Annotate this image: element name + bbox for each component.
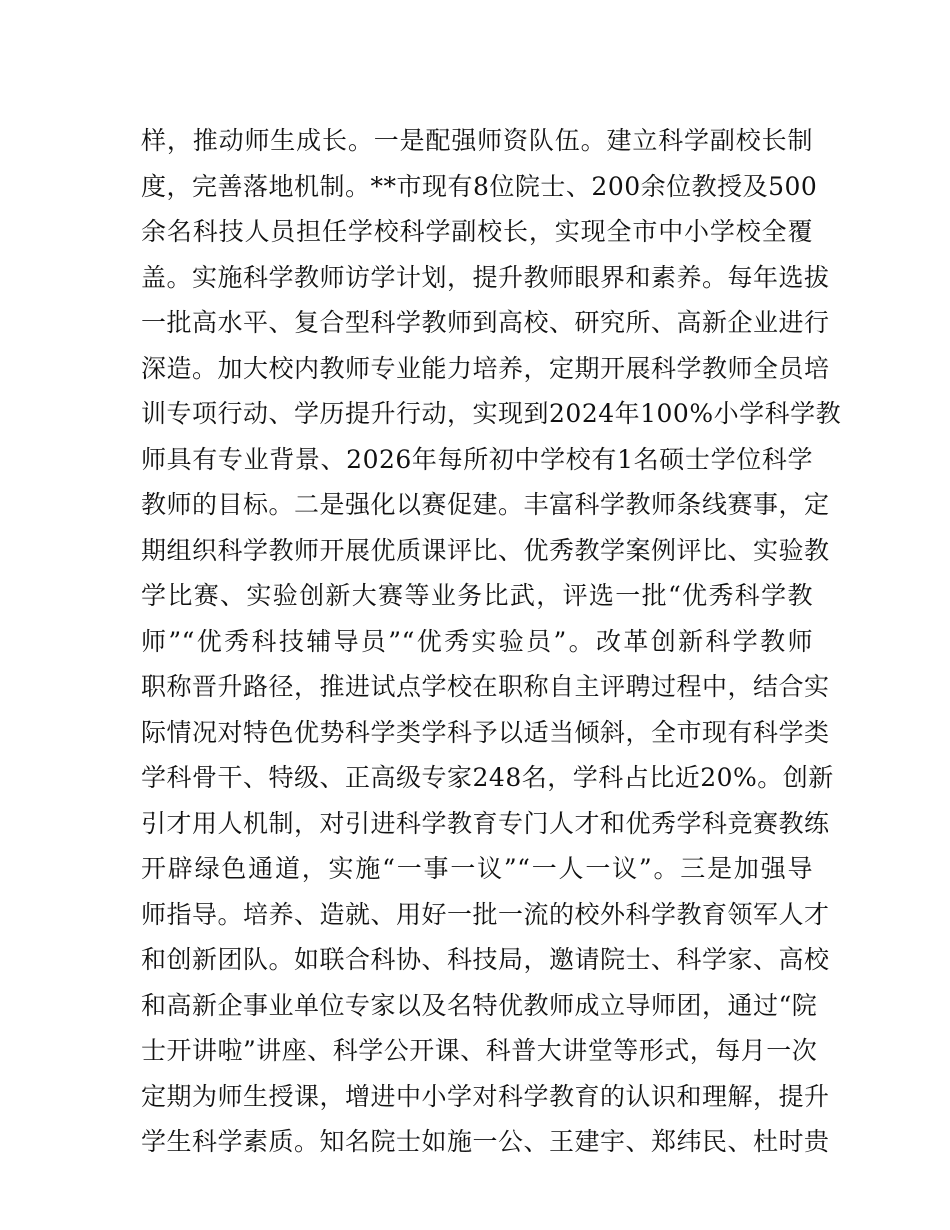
text-line: 开辟绿色通道，实施“一事一议”“一人一议”。三是加强导 [141, 854, 813, 883]
text-line: 师”“优秀科技辅导员”“优秀实验员”。改革创新科学教师 [141, 626, 813, 656]
text-line: 度，完善落地机制。**市现有8位院士、200余位教授及500 [141, 171, 818, 201]
text-line: 引才用人机制，对引进科学教育专门人才和优秀学科竞赛教练 [141, 808, 830, 838]
text-line: 际情况对特色优势科学类学科予以适当倾斜，全市现有科学类 [141, 717, 830, 747]
text-line: 师指导。培养、造就、用好一批一流的校外科学教育领军人才 [141, 899, 830, 929]
body-paragraph [141, 118, 842, 1165]
text-line: 一批高水平、复合型科学教师到高校、研究所、高新企业进行 [141, 308, 830, 337]
text-line: 学科骨干、特级、正高级专家248名，学科占比近20%。创新 [141, 763, 834, 792]
text-line: 期组织科学教师开展优质课评比、优秀教学案例评比、实验教 [141, 535, 830, 565]
text-line: 训专项行动、学历提升行动，实现到2024年100%小学科学教 [141, 399, 842, 428]
text-line: 样，推动师生成长。一是配强师资队伍。建立科学副校长制 [141, 126, 813, 155]
text-line: 和高新企事业单位专家以及名特优教师成立导师团，通过“院 [141, 990, 818, 1020]
text-line: 学比赛、实验创新大赛等业务比武，评选一批“优秀科学教 [141, 581, 813, 610]
text-line: 定期为师生授课，增进中小学对科学教育的认识和理解，提升 [141, 1081, 830, 1111]
text-line: 学生科学素质。知名院士如施一公、王建宇、郑纬民、杜时贵 [141, 1127, 830, 1156]
text-line: 教师的目标。二是强化以赛促建。丰富科学教师条线赛事，定 [141, 490, 830, 519]
text-line: 盖。实施科学教师访学计划，提升教师眼界和素养。每年选拔 [141, 262, 830, 292]
text-line: 职称晋升路径，推进试点学校在职称自主评聘过程中，结合实 [141, 672, 830, 701]
text-line: 深造。加大校内教师专业能力培养，定期开展科学教师全员培 [141, 353, 830, 383]
text-line: 余名科技人员担任学校科学副校长，实现全市中小学校全覆 [141, 217, 813, 246]
text-line: 士开讲啦”讲座、科学公开课、科普大讲堂等形式，每月一次 [141, 1036, 818, 1065]
text-line: 师具有专业背景、2026年每所初中学校有1名硕士学位科学 [141, 444, 813, 474]
text-line: 和创新团队。如联合科协、科技局，邀请院士、科学家、高校 [141, 945, 830, 974]
